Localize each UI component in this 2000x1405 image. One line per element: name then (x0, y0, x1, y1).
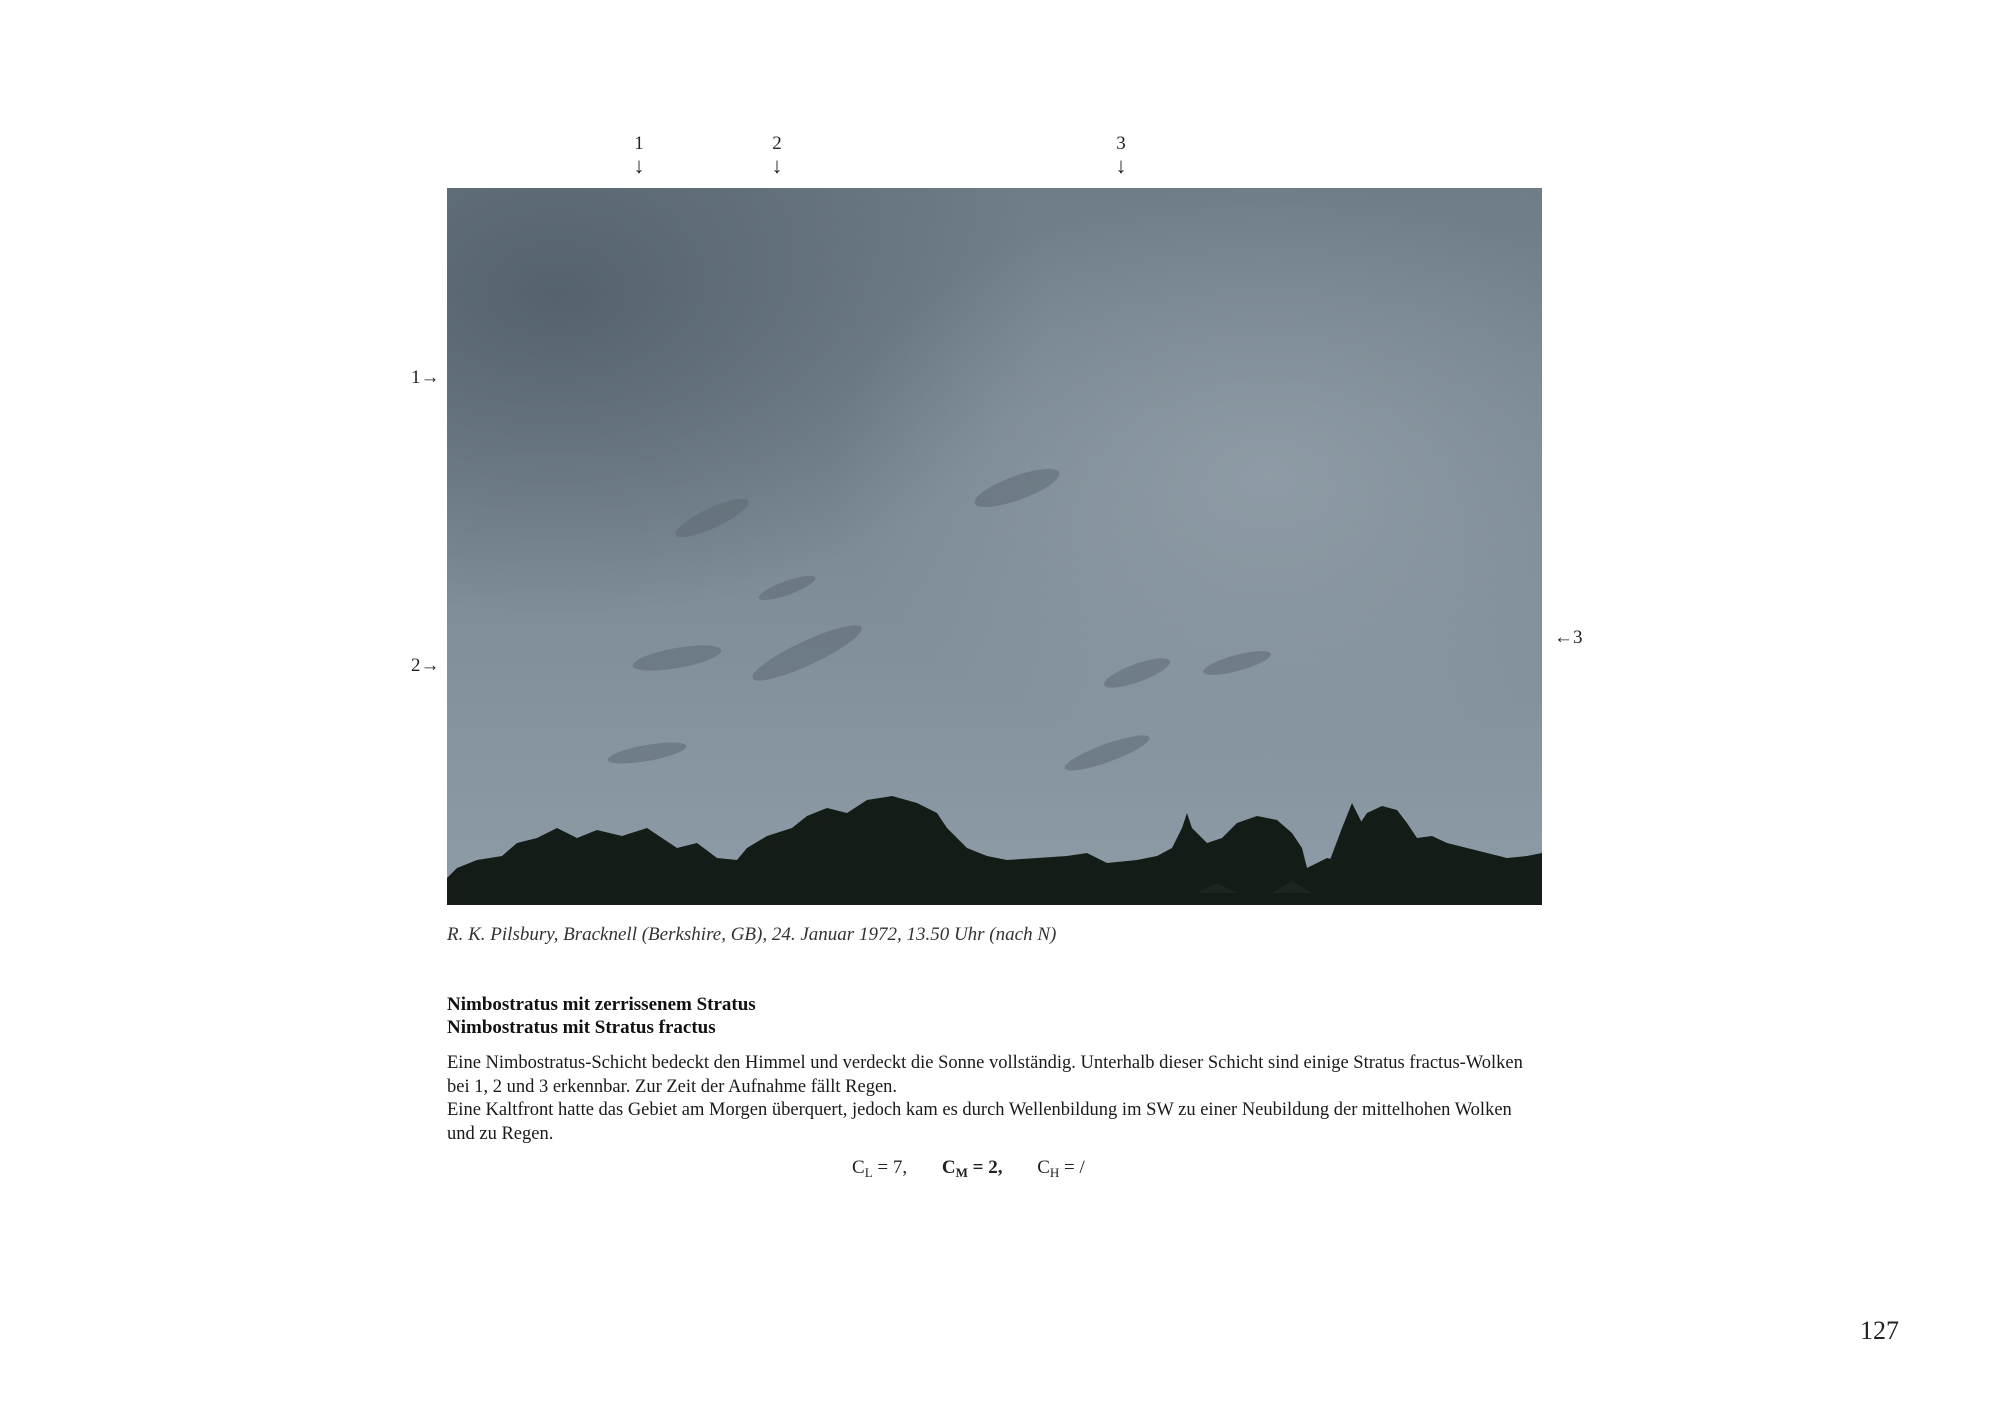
description-paragraph-1: Eine Nimbostratus-Schicht bedeckt den Himmel und verdeckt die Sonne vollständig. Unterhalb dieser Schicht sind einige Stratus fractus-Wolken bei 1, 2 und 3 erkennbar. Zur Zeit der Aufnahme fällt Regen. (447, 1053, 1523, 1097)
marker-number: 3 (1116, 133, 1126, 154)
code-value: = 2, (967, 1157, 1003, 1178)
page-number: 127 (1860, 1316, 1899, 1345)
marker-top-3 (1106, 134, 1136, 177)
cloud-photograph (447, 188, 1542, 905)
marker-top-1 (624, 134, 654, 177)
code-subscript: H (1049, 1165, 1060, 1180)
marker-number: 1 (634, 133, 644, 154)
down-arrow-icon: ↓ (633, 153, 645, 178)
marker-right-3: ←3 (1554, 627, 1583, 648)
title-line-2: Nimbostratus mit Stratus fractus (447, 1017, 716, 1038)
marker-number: 2 (772, 133, 782, 154)
code-subscript: M (955, 1165, 968, 1180)
title-line-1: Nimbostratus mit zerrissenem Stratus (447, 994, 756, 1015)
code-letter: C (1037, 1157, 1050, 1178)
code-letter: C (941, 1157, 956, 1178)
code-cl (852, 1157, 907, 1178)
code-ch (1037, 1157, 1085, 1178)
code-subscript: L (864, 1165, 873, 1180)
sky-image (447, 188, 1542, 905)
down-arrow-icon: ↓ (771, 153, 783, 178)
code-letter: C (852, 1157, 865, 1178)
code-value: = 7, (872, 1157, 908, 1178)
down-arrow-icon: ↓ (1115, 153, 1127, 178)
section-title (447, 993, 1547, 1039)
photo-caption: R. K. Pilsbury, Bracknell (Berkshire, GB), 24. Januar 1972, 13.50 Uhr (nach N) (447, 924, 1057, 945)
marker-left-1: 1→ (411, 367, 440, 388)
description-paragraph-2: Eine Kaltfront hatte das Gebiet am Morgen überquert, jedoch kam es durch Wellenbildung im SW zu einer Neubildung der mittelhohen Wolken und zu Regen. (447, 1100, 1512, 1144)
marker-left-2: 2→ (411, 655, 440, 676)
marker-top-2 (762, 134, 792, 177)
code-cm (942, 1157, 1003, 1178)
code-value: = / (1059, 1157, 1085, 1178)
description (447, 1052, 1539, 1146)
cloud-codes (852, 1157, 1152, 1181)
